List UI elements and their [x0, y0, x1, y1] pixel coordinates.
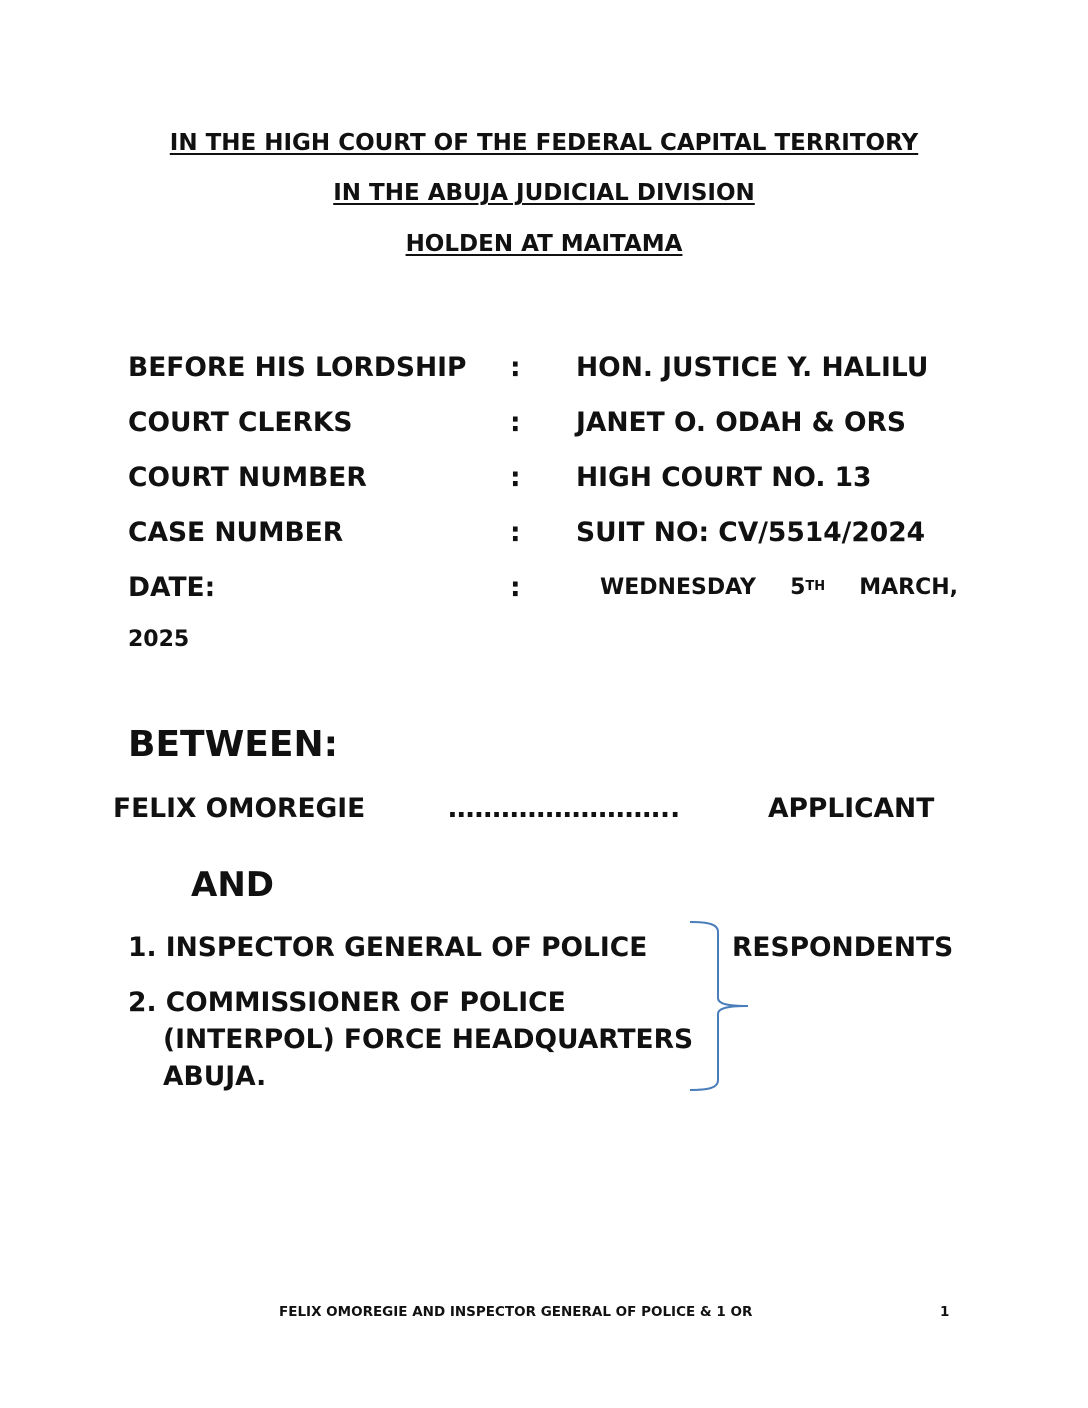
- applicant-name: FELIX OMOREGIE: [113, 793, 366, 824]
- court-number-value: HIGH COURT NO. 13: [576, 462, 872, 493]
- page-number: 1: [940, 1304, 950, 1320]
- clerks-colon: :: [510, 407, 521, 438]
- respondent-2-line-1: 2. COMMISSIONER OF POLICE: [128, 987, 566, 1018]
- date-colon: :: [510, 572, 521, 603]
- respondents-brace: [684, 918, 756, 1098]
- before-label: BEFORE HIS LORDSHIP: [128, 352, 467, 383]
- court-location: HOLDEN AT MAITAMA: [405, 231, 683, 257]
- date-year: 2025: [128, 627, 190, 652]
- between-heading: BETWEEN:: [128, 724, 339, 765]
- judicial-division: IN THE ABUJA JUDICIAL DIVISION: [333, 180, 755, 206]
- respondent-2-line-2: (INTERPOL) FORCE HEADQUARTERS: [163, 1024, 694, 1055]
- respondent-1: 1. INSPECTOR GENERAL OF POLICE: [128, 932, 648, 963]
- applicant-role: APPLICANT: [768, 793, 935, 824]
- date-ordinal-suffix: TH: [805, 579, 826, 594]
- running-footer-title: FELIX OMOREGIE AND INSPECTOR GENERAL OF POLICE & 1 OR: [279, 1304, 753, 1320]
- and-heading: AND: [191, 865, 274, 905]
- court-number-label: COURT NUMBER: [128, 462, 367, 493]
- clerks-label: COURT CLERKS: [128, 407, 353, 438]
- case-number-value: SUIT NO: CV/5514/2024: [576, 517, 926, 548]
- date-label: DATE:: [128, 572, 216, 603]
- before-value: HON. JUSTICE Y. HALILU: [576, 352, 929, 383]
- date-value: [600, 575, 958, 600]
- date-weekday: WEDNESDAY: [600, 575, 756, 600]
- before-colon: :: [510, 352, 521, 383]
- date-day: 5TH: [790, 575, 826, 600]
- date-month: MARCH,: [859, 575, 958, 600]
- court-number-colon: :: [510, 462, 521, 493]
- leader-dots: ……………………..: [448, 793, 681, 824]
- court-title: IN THE HIGH COURT OF THE FEDERAL CAPITAL TERRITORY: [169, 130, 919, 156]
- case-number-label: CASE NUMBER: [128, 517, 344, 548]
- respondent-2-line-3: ABUJA.: [163, 1061, 267, 1092]
- case-number-colon: :: [510, 517, 521, 548]
- clerks-value: JANET O. ODAH & ORS: [576, 407, 906, 438]
- respondents-role: RESPONDENTS: [732, 932, 954, 963]
